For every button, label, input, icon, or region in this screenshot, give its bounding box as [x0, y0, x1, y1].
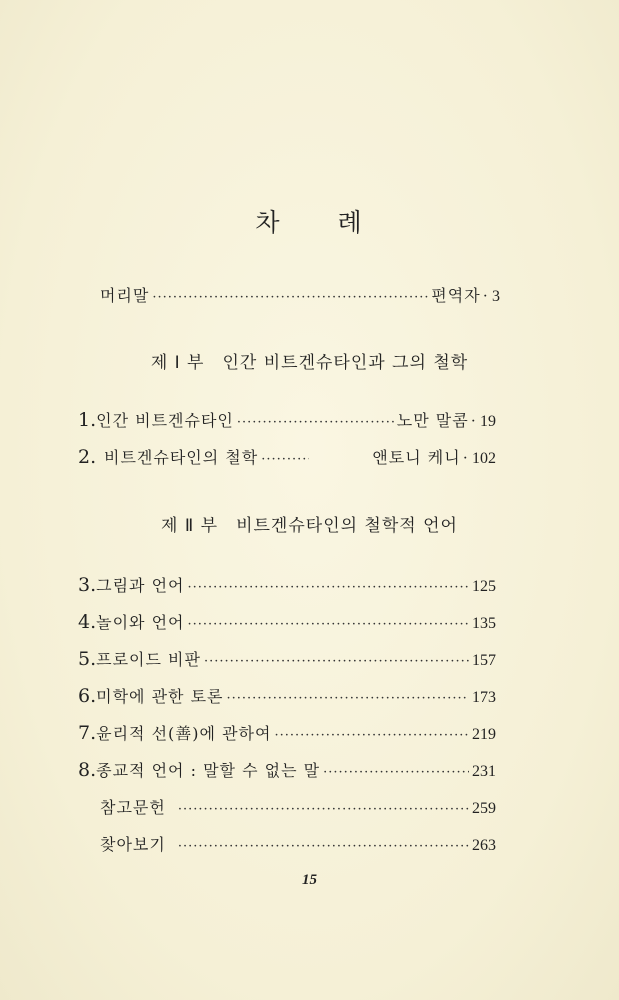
entry-page-number: 157	[472, 652, 496, 669]
toc-title	[0, 203, 619, 239]
entry-label: 미학에 관한 토론	[96, 687, 224, 706]
toc-entry[interactable]	[78, 758, 496, 781]
dot-leader	[188, 580, 469, 595]
entry-label: 참고문헌	[100, 798, 166, 817]
entry-label: 종교적 언어 : 말할 수 없는 말	[96, 761, 321, 780]
entry-author: 편역자	[431, 286, 481, 305]
entry-number: 8.	[78, 759, 97, 781]
title-char-right: 례	[337, 208, 364, 237]
entry-label: 머리말	[100, 286, 150, 305]
entry-number: 1.	[78, 409, 97, 431]
part-title: 비트겐슈타인의 철학적 언어	[236, 516, 458, 536]
entry-author: 앤토니 케니	[372, 448, 461, 467]
toc-entry-preface[interactable]: 머리말 ····· 편역자 · 3	[100, 283, 500, 306]
toc-entry-index[interactable]	[100, 832, 496, 855]
entry-page-number: 102	[472, 450, 496, 467]
part-heading-1	[0, 348, 619, 373]
entry-author: 노만 말콤	[396, 411, 469, 430]
page-folio-number: 15	[302, 872, 317, 888]
dot-leader	[178, 802, 469, 817]
dot-leader	[237, 415, 394, 430]
toc-entry-references[interactable]	[100, 795, 496, 818]
entry-label: 그림과 언어	[96, 576, 185, 595]
entry-page-number: 3	[492, 288, 500, 305]
part-label: 제 Ⅱ 부	[161, 516, 219, 536]
entry-number: 3.	[78, 574, 97, 596]
dot-leader	[274, 728, 469, 743]
entry-page-number: 173	[472, 689, 496, 706]
entry-label: 윤리적 선(善)에 관하여	[96, 724, 272, 743]
entry-number: 6.	[78, 685, 97, 707]
toc-entry[interactable]	[78, 721, 496, 744]
entry-page-number: 19	[480, 413, 496, 430]
entry-number: 2.	[78, 446, 97, 468]
entry-number: 5.	[78, 648, 97, 670]
dot-leader	[227, 691, 469, 706]
toc-entry[interactable]	[78, 684, 496, 707]
entry-label: 인간 비트겐슈타인	[96, 411, 234, 430]
entry-page-number: 219	[472, 726, 496, 743]
part-label: 제 Ⅰ 부	[150, 353, 205, 373]
entry-page-number: 259	[472, 800, 496, 817]
entry-page-number: 263	[472, 837, 496, 854]
entry-number: 4.	[78, 611, 97, 633]
toc-entry[interactable]	[78, 573, 496, 596]
entry-page-number: 125	[472, 578, 496, 595]
entry-label: 놀이와 언어	[96, 613, 185, 632]
entry-label: 프로이드 비판	[96, 650, 201, 669]
toc-entry[interactable]: 2. 비트겐슈타인의 철학 ····· 앤토니 케니 · 102	[78, 445, 496, 468]
toc-entry[interactable]	[78, 647, 496, 670]
entry-number: 7.	[78, 722, 97, 744]
dot-leader	[188, 617, 469, 632]
toc-entry[interactable]	[78, 610, 496, 633]
entry-page-number: 231	[472, 763, 496, 780]
entry-page-number: 135	[472, 615, 496, 632]
part-heading-2	[0, 511, 619, 536]
dot-leader	[204, 654, 469, 669]
toc-entry[interactable]: 1. 인간 비트겐슈타인 ····· 노만 말콤 · 19	[78, 408, 496, 431]
entry-label: 비트겐슈타인의 철학	[104, 448, 259, 467]
dot-leader	[178, 839, 469, 854]
part-title: 인간 비트겐슈타인과 그의 철학	[222, 353, 469, 373]
entry-label: 찾아보기	[100, 835, 166, 854]
title-char-left: 차	[255, 208, 282, 237]
dot-leader	[152, 290, 428, 305]
dot-leader	[323, 765, 469, 780]
dot-leader	[261, 452, 309, 467]
